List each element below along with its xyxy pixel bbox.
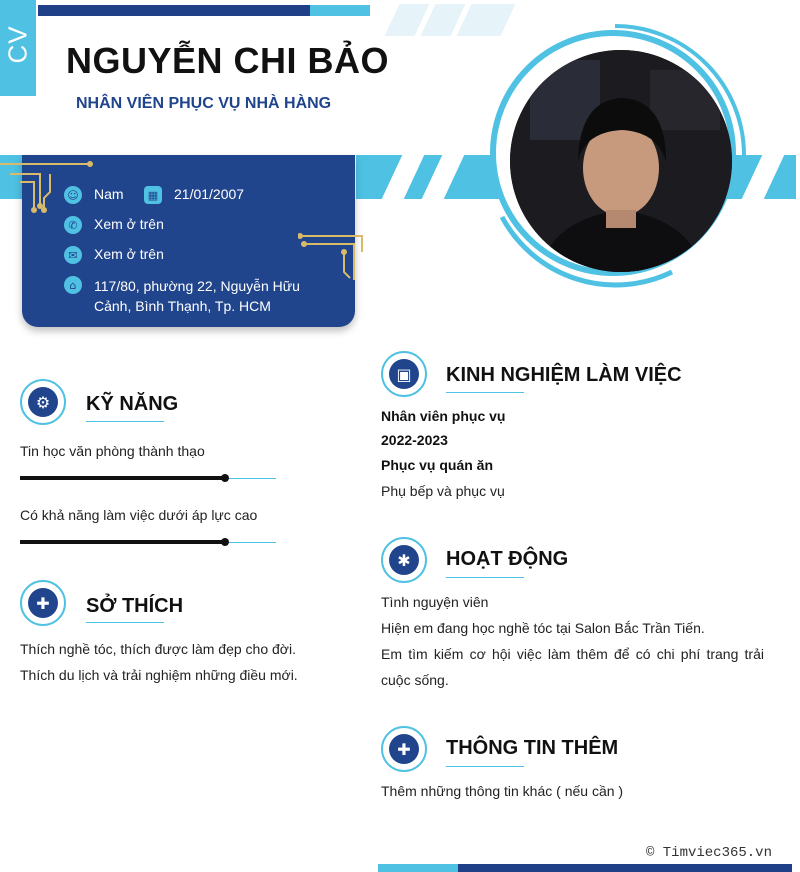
activities-title: HOẠT ĐỘNG (446, 548, 569, 570)
activity-line: Tình nguyện viên (381, 594, 489, 610)
avatar (510, 50, 732, 272)
experience-title: KINH NGHIỆM LÀM VIỆC (446, 364, 682, 386)
experience-period: 2022-2023 (381, 432, 448, 448)
hobby-line: Thích du lịch và trải nghiệm những điều mới. (20, 667, 298, 683)
phone-icon: ✆ (64, 216, 82, 234)
skill-bar (20, 474, 276, 484)
skill-label: Tin học văn phòng thành thạo (20, 443, 205, 459)
bottom-light-bar (378, 864, 458, 872)
calendar-icon: ▦ (144, 186, 162, 204)
activities-section-icon (381, 537, 427, 583)
hobbies-section-icon (20, 580, 66, 626)
skills-title: KỸ NĂNG (86, 393, 179, 415)
activity-line: Hiện em đang học nghề tóc tại Salon Bắc Trần Tiến. (381, 620, 705, 636)
home-icon: ⌂ (64, 276, 82, 294)
top-dark-bar (38, 5, 310, 16)
job-title: NHÂN VIÊN PHỤC VỤ NHÀ HÀNG (76, 95, 332, 112)
address-value (94, 276, 300, 316)
extra-section-icon (381, 726, 427, 772)
skill-bar-fill (20, 540, 225, 544)
person-icon: ✱ (389, 545, 419, 575)
experience-section-icon (381, 351, 427, 397)
activity-line: cuộc sống. (381, 672, 449, 688)
people-icon: ☺ (64, 186, 82, 204)
candidate-name: NGUYỄN CHI BẢO (66, 40, 390, 81)
activities-underline (446, 577, 524, 578)
skill-bar-knob (221, 474, 229, 482)
envelope-icon: ✉ (64, 246, 82, 264)
extra-underline (446, 766, 524, 767)
cv-label: CV (2, 25, 33, 64)
briefcase-icon: ▣ (389, 359, 419, 389)
experience-underline (446, 392, 524, 393)
email-value: Xem ở trên (94, 246, 164, 262)
phone-value: Xem ở trên (94, 216, 164, 232)
skill-bar-knob (221, 538, 229, 546)
plus-icon: ✚ (389, 734, 419, 764)
hobbies-underline (86, 622, 164, 623)
address-row (64, 276, 300, 316)
gender-value: Nam (94, 186, 124, 202)
experience-description: Phụ bếp và phục vụ (381, 483, 505, 499)
phone-row (64, 216, 164, 234)
skill-label: Có khả năng làm việc dưới áp lực cao (20, 507, 258, 523)
extra-title: THÔNG TIN THÊM (446, 737, 619, 759)
address-line-2: Cảnh, Bình Thạnh, Tp. HCM (94, 298, 271, 314)
head-gears-icon: ⚙ (28, 387, 58, 417)
skills-section-icon (20, 379, 66, 425)
skill-bar-fill (20, 476, 225, 480)
footer-copyright: © Timviec365.vn (645, 845, 772, 861)
avatar-photo (510, 50, 732, 272)
dob-row (144, 186, 244, 204)
bottom-dark-bar (458, 864, 792, 872)
dob-value: 21/01/2007 (174, 186, 245, 202)
address-line-1: 117/80, phường 22, Nguyễn Hữu (94, 278, 300, 294)
experience-role: Phục vụ quán ăn (381, 457, 494, 473)
puzzle-icon: ✚ (28, 588, 58, 618)
activity-line: Em tìm kiếm cơ hội việc làm thêm để có chi phí trang trải (381, 646, 764, 662)
circuit-decoration-left (0, 158, 100, 214)
circuit-decoration-right (298, 232, 368, 288)
extra-text: Thêm những thông tin khác ( nếu cần ) (381, 783, 624, 799)
email-row (64, 246, 164, 264)
hobby-line: Thích nghề tóc, thích được làm đẹp cho đời. (20, 641, 296, 657)
skill-bar (20, 538, 276, 548)
hobbies-title: SỞ THÍCH (86, 595, 184, 617)
experience-position: Nhân viên phục vụ (381, 408, 506, 424)
skills-underline (86, 421, 164, 422)
top-light-bar (310, 5, 370, 16)
